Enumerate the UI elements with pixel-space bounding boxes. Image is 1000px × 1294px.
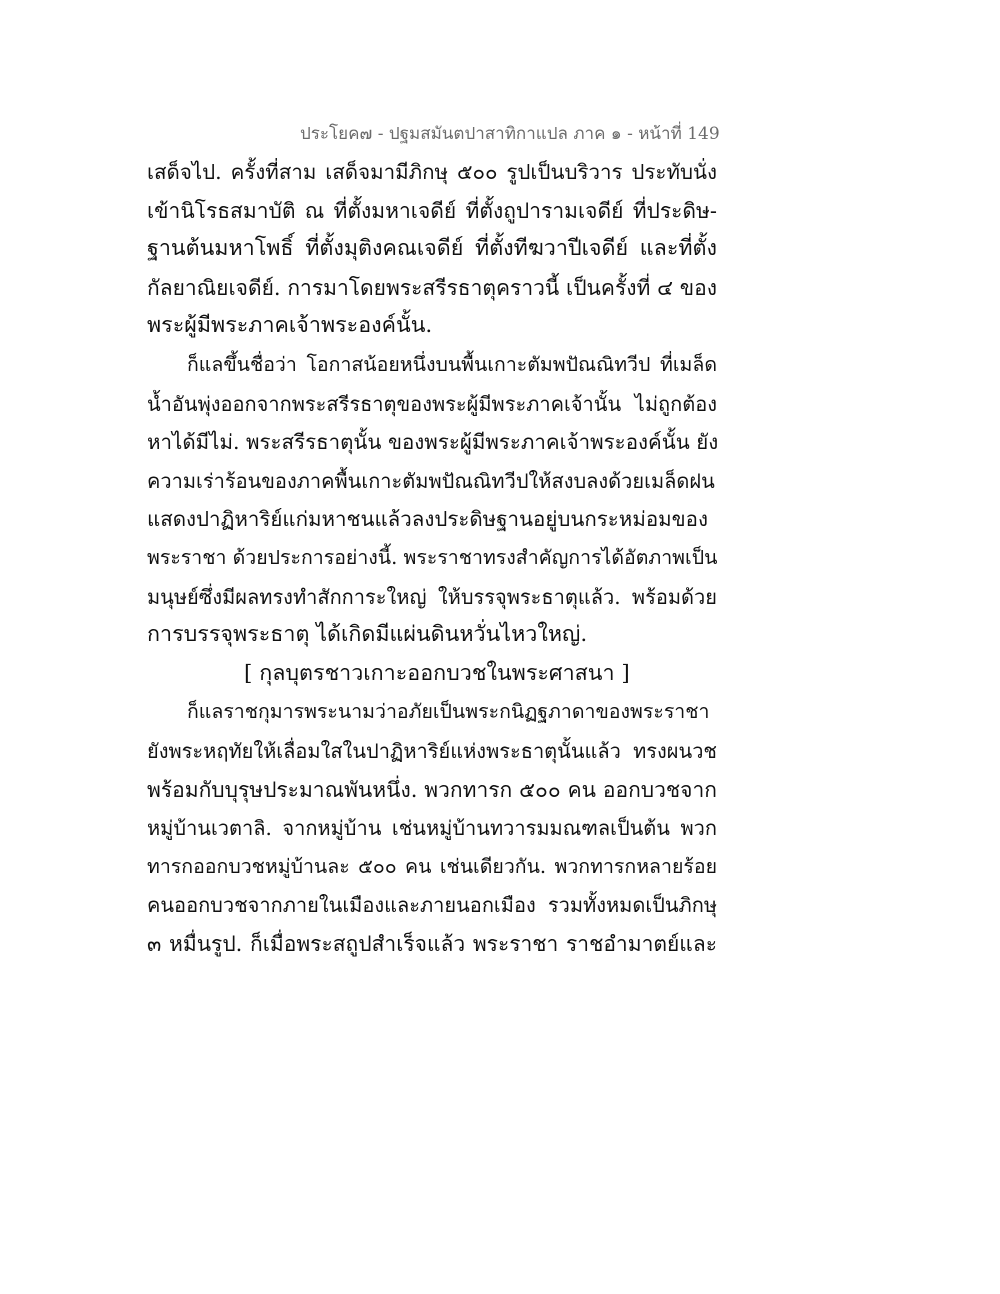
text-line: ทารกออกบวชหมู่บ้านละ ๕๐๐ คน เช่นเดียวกัน. พวกทารกหลายร้อย bbox=[147, 854, 717, 878]
page-header: ประโยค๗ - ปฐมสมันตปาสาทิกาแปล ภาค ๑ - หน้าที่ 149 bbox=[300, 124, 720, 144]
text-line: ยังพระหฤทัยให้เลื่อมใสในปาฏิหาริย์แห่งพระธาตุนั้นแล้ว ทรงผนวช bbox=[147, 738, 717, 763]
text-line: น้ำอันพุ่งออกจากพระสรีรธาตุของพระผู้มีพระภาคเจ้านั้น ไม่ถูกต้อง bbox=[147, 391, 717, 416]
text-line: มนุษย์ซึ่งมีผลทรงทำสักการะใหญ่ ให้บรรจุพระธาตุแล้ว. พร้อมด้วย bbox=[147, 584, 717, 609]
text-line: แสดงปาฏิหาริย์แก่มหาชนแล้วลงประดิษฐานอยู่บนกระหม่อมของ bbox=[147, 507, 708, 532]
text-line: กัลยาณิยเจดีย์. การมาโดยพระสรีรธาตุคราวนี้ เป็นครั้งที่ ๔ ของ bbox=[147, 275, 717, 300]
text-line: คนออกบวชจากภายในเมืองและภายนอกเมือง รวมทั้งหมดเป็นภิกษุ bbox=[147, 893, 717, 918]
text-line: ฐานต้นมหาโพธิ์ ที่ตั้งมุติงคณเจดีย์ ที่ตั้งทีฆวาปีเจดีย์ และที่ตั้ง bbox=[147, 236, 717, 262]
text-line: พร้อมกับบุรุษประมาณพันหนึ่ง. พวกทารก ๕๐๐ คน ออกบวชจาก bbox=[147, 777, 717, 802]
text-line: เข้านิโรธสมาบัติ ณ ที่ตั้งมหาเจดีย์ ที่ตั้งถูปารามเจดีย์ ที่ประดิษ- bbox=[147, 198, 717, 223]
text-line: หมู่บ้านเวตาลิ. จากหมู่บ้าน เช่นหมู่บ้านทวารมมณฑลเป็นต้น พวก bbox=[147, 816, 717, 841]
text-line: ๓ หมื่นรูป. ก็เมื่อพระสถูปสำเร็จแล้ว พระราชา ราชอำมาตย์และ bbox=[147, 931, 717, 956]
body-text bbox=[147, 153, 717, 963]
text-line: การบรรจุพระธาตุ ได้เกิดมีแผ่นดินหวั่นไหวใหญ่. bbox=[147, 622, 588, 648]
text-line: หาได้มีไม่. พระสรีรธาตุนั้น ของพระผู้มีพระภาคเจ้าพระองค์นั้น ยัง bbox=[147, 430, 719, 455]
text-line: เสด็จไป. ครั้งที่สาม เสด็จมามีภิกษุ ๕๐๐ รูปเป็นบริวาร ประทับนั่ง bbox=[147, 160, 717, 184]
text-line: พระราชา ด้วยประการอย่างนี้. พระราชาทรงสำคัญการได้อัตภาพเป็น bbox=[147, 545, 718, 569]
section-heading: [ กุลบุตรชาวเกาะออกบวชในพระศาสนา ] bbox=[244, 660, 630, 686]
text-line: พระผู้มีพระภาคเจ้าพระองค์นั้น. bbox=[147, 313, 433, 339]
text-line: ความเร่าร้อนของภาคพื้นเกาะตัมพปัณณิทวีปให้สงบลงด้วยเมล็ดฝน bbox=[147, 468, 715, 493]
paragraph-start: ก็แลขึ้นชื่อว่า โอกาสน้อยหนึ่งบนพื้นเกาะตัมพปัณณิทวีป ที่เมล็ด bbox=[187, 352, 717, 376]
paragraph-start: ก็แลราชกุมารพระนามว่าอภัยเป็นพระกนิฏฐภาดาของพระราชา bbox=[187, 700, 710, 724]
